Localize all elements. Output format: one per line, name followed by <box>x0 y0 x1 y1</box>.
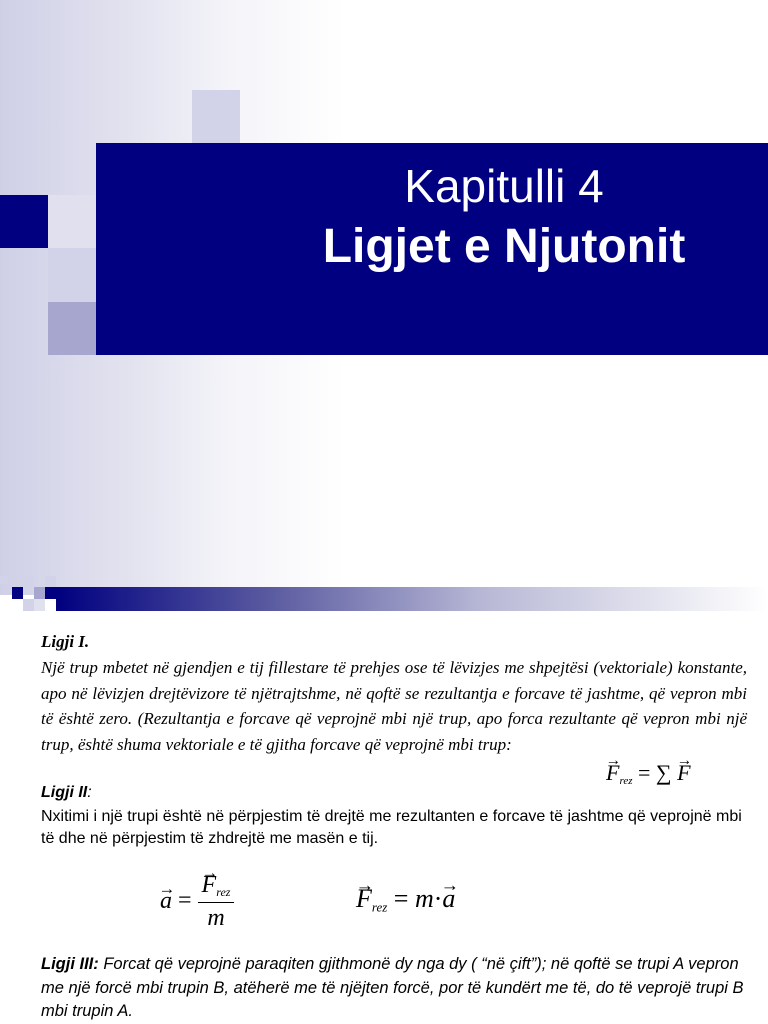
force-vector: → F <box>202 872 217 899</box>
deco-square <box>48 302 96 355</box>
force-vector: → F <box>677 760 690 786</box>
law3-heading: Ligji III: <box>41 955 99 973</box>
divider-pixel <box>45 576 56 587</box>
subscript: rez <box>619 774 633 787</box>
law2-formula-acceleration <box>160 872 234 932</box>
law3-text: Forcat që veprojnë paraqiten gjithmonë dy nga dy ( “në çift”); në qoftë se trupi A vepron me një forcë mbi trupin B, atëherë me të njëjten forcë, por të kundërt me të, do të veprojë trupi B mbi trupin A. <box>41 955 744 1020</box>
mass-symbol: m <box>414 884 434 913</box>
deco-square <box>192 90 240 143</box>
force-vector: → F <box>356 884 372 914</box>
divider-bar <box>56 587 768 611</box>
law2-colon: : <box>87 784 92 801</box>
divider-pixel <box>12 587 23 599</box>
law2-heading-line <box>41 782 747 804</box>
divider-pixel <box>34 587 45 599</box>
fraction-denominator: m <box>207 905 225 932</box>
law3-paragraph <box>41 953 747 1024</box>
equals-sign: = <box>178 887 192 914</box>
law2-formula-force <box>356 884 455 916</box>
fraction <box>198 872 235 932</box>
divider-pixel <box>23 599 34 611</box>
equals-sign: = <box>638 760 651 785</box>
slide-title: Ligjet e Njutonit <box>322 220 686 273</box>
divider-pixel <box>34 599 45 611</box>
equals-sign: = <box>393 884 409 913</box>
deco-square <box>48 248 96 302</box>
subscript: rez <box>371 899 388 915</box>
dot-operator: · <box>433 884 443 913</box>
law1-heading: Ligji I. <box>41 632 90 651</box>
title-band-left <box>0 195 48 248</box>
subscript: rez <box>216 885 231 900</box>
divider-pixel <box>45 587 56 599</box>
deco-square <box>48 195 96 248</box>
divider-pixel <box>0 576 8 584</box>
law2-text: Nxitimi i një trupi është në përpjestim të drejtë me rezultanten e forcave të jashtme që veprojnë mbi të dhe në përpjestim të zhdrejtë me masën e tij. <box>41 808 742 847</box>
chapter-label: Kapitulli 4 <box>404 160 604 212</box>
force-vector: → F <box>606 760 619 786</box>
acceleration-vector: → a <box>442 884 455 914</box>
fraction-numerator <box>198 872 235 903</box>
law1-text: Një trup mbetet në gjendjen e tij fillestare të prehjes ose të lëvizjes me shpejtësi (vektoriale) konstante, apo në lëvizjen drejtëvizore të njëtrajtshme, në qoftë se rezultantja e forcave të jashtme, që vepron mbi të është zero. (Rezultantja e forcave që veprojnë mbi një trup, apo forca rezultante që vepron mbi një trup, është shuma vektoriale e të gjitha forcave që veprojnë mbi trup: <box>41 658 747 754</box>
law2-heading: Ligji II <box>41 784 88 801</box>
acceleration-vector: → a <box>160 888 172 915</box>
sum-symbol: ∑ <box>655 760 672 785</box>
divider-pixel <box>23 576 34 587</box>
